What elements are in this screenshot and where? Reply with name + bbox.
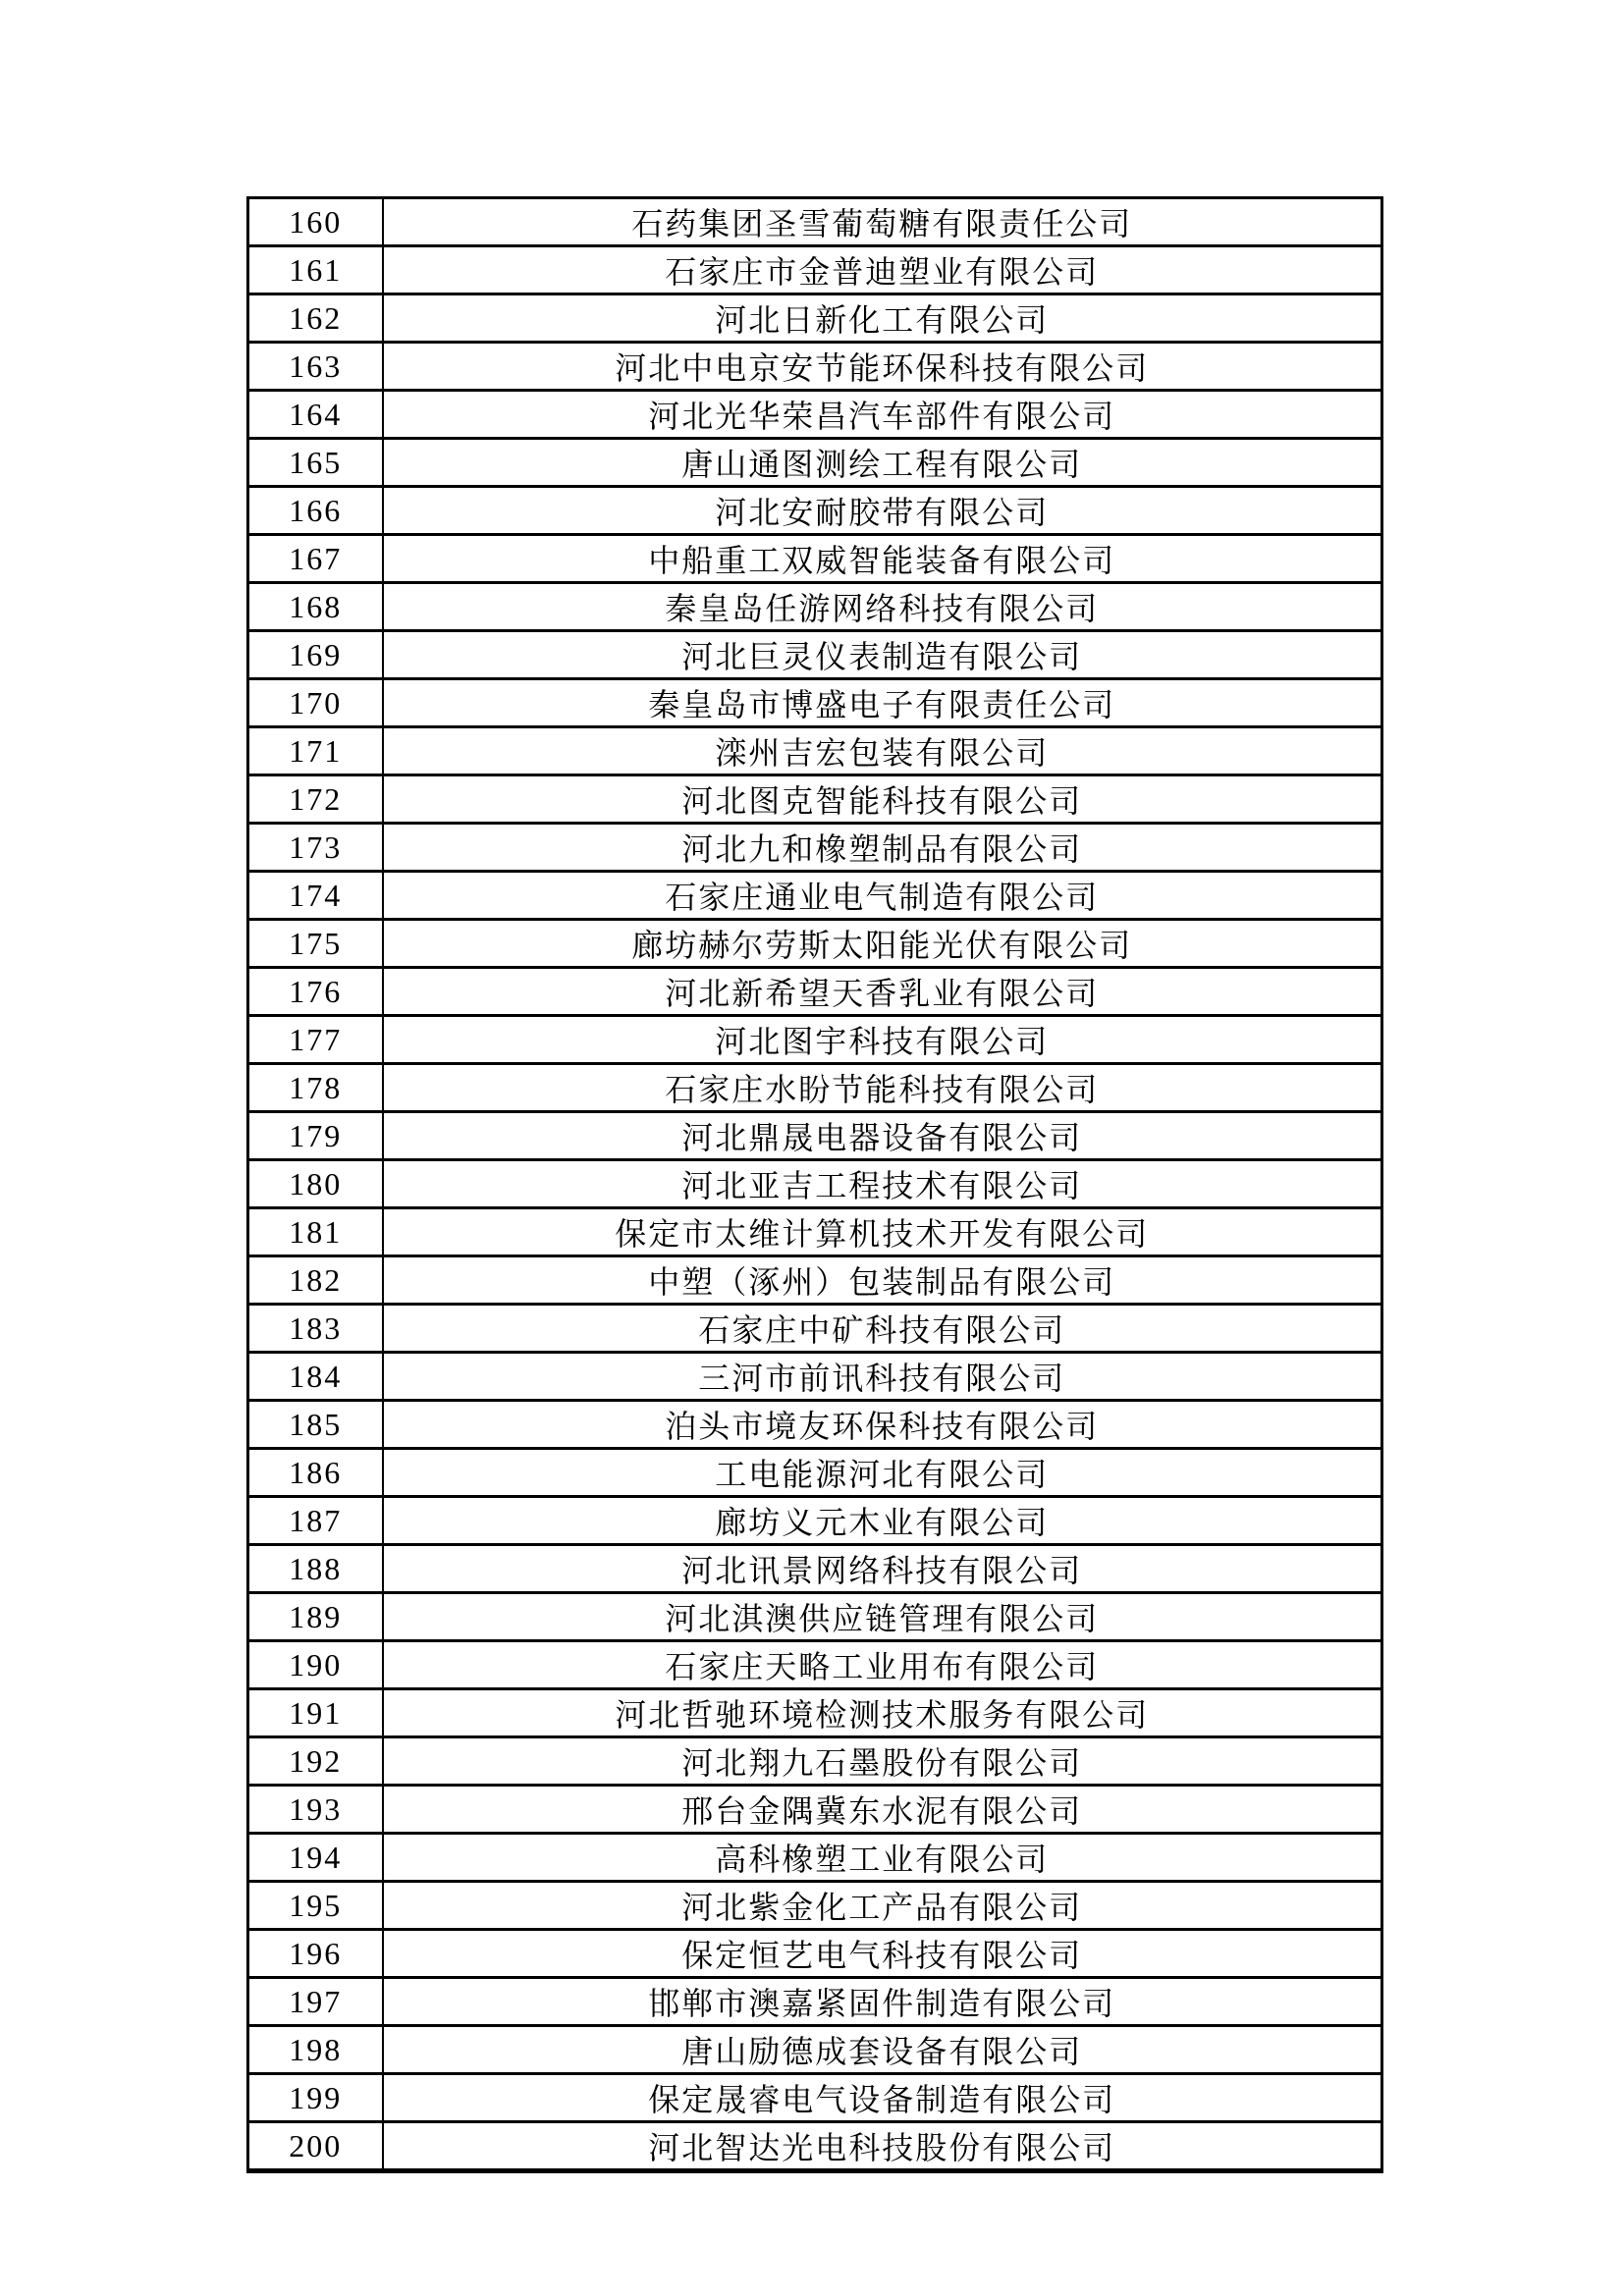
table-row bbox=[248, 775, 1382, 824]
company-name-cell: 河北新希望天香乳业有限公司 bbox=[383, 968, 1382, 1016]
company-name-cell: 河北智达光电科技股份有限公司 bbox=[383, 2122, 1382, 2171]
company-name-cell: 唐山通图测绘工程有限公司 bbox=[383, 439, 1382, 487]
row-number-cell: 189 bbox=[248, 1593, 383, 1641]
row-number-cell: 175 bbox=[248, 920, 383, 968]
row-number-cell: 183 bbox=[248, 1305, 383, 1353]
company-name-cell: 邯郸市澳嘉紧固件制造有限公司 bbox=[383, 1978, 1382, 2026]
company-name-cell: 三河市前讯科技有限公司 bbox=[383, 1353, 1382, 1401]
row-number-cell: 184 bbox=[248, 1353, 383, 1401]
table-row bbox=[248, 391, 1382, 439]
table-row bbox=[248, 1978, 1382, 2026]
company-name-cell: 廊坊赫尔劳斯太阳能光伏有限公司 bbox=[383, 920, 1382, 968]
company-name-cell: 石家庄水盼节能科技有限公司 bbox=[383, 1064, 1382, 1112]
company-name-cell: 石家庄市金普迪塑业有限公司 bbox=[383, 246, 1382, 294]
table-row bbox=[248, 1497, 1382, 1545]
company-name-cell: 保定晟睿电气设备制造有限公司 bbox=[383, 2074, 1382, 2122]
row-number-cell: 166 bbox=[248, 487, 383, 535]
company-name-cell: 河北图克智能科技有限公司 bbox=[383, 775, 1382, 824]
company-name-cell: 廊坊义元木业有限公司 bbox=[383, 1497, 1382, 1545]
company-name-cell: 石家庄通业电气制造有限公司 bbox=[383, 872, 1382, 920]
row-number-cell: 179 bbox=[248, 1112, 383, 1160]
table-row bbox=[248, 1401, 1382, 1449]
row-number-cell: 170 bbox=[248, 679, 383, 727]
row-number-cell: 194 bbox=[248, 1834, 383, 1882]
row-number-cell: 164 bbox=[248, 391, 383, 439]
company-name-cell: 河北翔九石墨股份有限公司 bbox=[383, 1737, 1382, 1786]
row-number-cell: 173 bbox=[248, 824, 383, 872]
company-table-body bbox=[248, 198, 1382, 2171]
company-name-cell: 邢台金隅冀东水泥有限公司 bbox=[383, 1786, 1382, 1834]
table-row bbox=[248, 824, 1382, 872]
company-name-cell: 河北紫金化工产品有限公司 bbox=[383, 1882, 1382, 1930]
row-number-cell: 188 bbox=[248, 1545, 383, 1593]
table-row bbox=[248, 727, 1382, 775]
table-row bbox=[248, 1256, 1382, 1305]
table-row bbox=[248, 2074, 1382, 2122]
row-number-cell: 186 bbox=[248, 1449, 383, 1497]
row-number-cell: 191 bbox=[248, 1689, 383, 1737]
company-name-cell: 工电能源河北有限公司 bbox=[383, 1449, 1382, 1497]
company-name-cell: 滦州吉宏包装有限公司 bbox=[383, 727, 1382, 775]
table-row bbox=[248, 920, 1382, 968]
row-number-cell: 174 bbox=[248, 872, 383, 920]
table-row bbox=[248, 2026, 1382, 2074]
table-row bbox=[248, 1353, 1382, 1401]
table-row bbox=[248, 1449, 1382, 1497]
row-number-cell: 161 bbox=[248, 246, 383, 294]
company-name-cell: 保定市太维计算机技术开发有限公司 bbox=[383, 1208, 1382, 1256]
company-name-cell: 河北鼎晟电器设备有限公司 bbox=[383, 1112, 1382, 1160]
table-row bbox=[248, 1641, 1382, 1689]
company-name-cell: 河北讯景网络科技有限公司 bbox=[383, 1545, 1382, 1593]
table-row bbox=[248, 439, 1382, 487]
company-name-cell: 秦皇岛市博盛电子有限责任公司 bbox=[383, 679, 1382, 727]
table-row bbox=[248, 1545, 1382, 1593]
row-number-cell: 192 bbox=[248, 1737, 383, 1786]
table-row bbox=[248, 679, 1382, 727]
table-row bbox=[248, 1882, 1382, 1930]
company-name-cell: 石家庄天略工业用布有限公司 bbox=[383, 1641, 1382, 1689]
table-row bbox=[248, 1786, 1382, 1834]
table-row bbox=[248, 343, 1382, 391]
row-number-cell: 196 bbox=[248, 1930, 383, 1978]
company-name-cell: 河北安耐胶带有限公司 bbox=[383, 487, 1382, 535]
company-name-cell: 秦皇岛任游网络科技有限公司 bbox=[383, 583, 1382, 631]
row-number-cell: 180 bbox=[248, 1160, 383, 1208]
table-row bbox=[248, 1834, 1382, 1882]
row-number-cell: 182 bbox=[248, 1256, 383, 1305]
table-row bbox=[248, 1064, 1382, 1112]
company-name-cell: 河北中电京安节能环保科技有限公司 bbox=[383, 343, 1382, 391]
company-name-cell: 河北哲驰环境检测技术服务有限公司 bbox=[383, 1689, 1382, 1737]
company-name-cell: 石家庄中矿科技有限公司 bbox=[383, 1305, 1382, 1353]
row-number-cell: 198 bbox=[248, 2026, 383, 2074]
table-row bbox=[248, 1016, 1382, 1064]
row-number-cell: 172 bbox=[248, 775, 383, 824]
row-number-cell: 168 bbox=[248, 583, 383, 631]
company-table bbox=[246, 196, 1383, 2173]
row-number-cell: 162 bbox=[248, 294, 383, 343]
table-row bbox=[248, 1593, 1382, 1641]
company-name-cell: 中塑（涿州）包装制品有限公司 bbox=[383, 1256, 1382, 1305]
company-name-cell: 唐山励德成套设备有限公司 bbox=[383, 2026, 1382, 2074]
row-number-cell: 187 bbox=[248, 1497, 383, 1545]
table-row bbox=[248, 1930, 1382, 1978]
table-row bbox=[248, 198, 1382, 246]
company-name-cell: 河北图宇科技有限公司 bbox=[383, 1016, 1382, 1064]
table-row bbox=[248, 1208, 1382, 1256]
row-number-cell: 171 bbox=[248, 727, 383, 775]
row-number-cell: 199 bbox=[248, 2074, 383, 2122]
row-number-cell: 178 bbox=[248, 1064, 383, 1112]
table-row bbox=[248, 1112, 1382, 1160]
table-row bbox=[248, 968, 1382, 1016]
row-number-cell: 163 bbox=[248, 343, 383, 391]
table-row bbox=[248, 2122, 1382, 2171]
company-name-cell: 河北淇澳供应链管理有限公司 bbox=[383, 1593, 1382, 1641]
row-number-cell: 200 bbox=[248, 2122, 383, 2171]
company-name-cell: 石药集团圣雪葡萄糖有限责任公司 bbox=[383, 198, 1382, 246]
company-name-cell: 高科橡塑工业有限公司 bbox=[383, 1834, 1382, 1882]
table-row bbox=[248, 1737, 1382, 1786]
table-row bbox=[248, 535, 1382, 583]
row-number-cell: 169 bbox=[248, 631, 383, 679]
row-number-cell: 160 bbox=[248, 198, 383, 246]
company-name-cell: 河北亚吉工程技术有限公司 bbox=[383, 1160, 1382, 1208]
row-number-cell: 197 bbox=[248, 1978, 383, 2026]
table-row bbox=[248, 1160, 1382, 1208]
company-name-cell: 河北巨灵仪表制造有限公司 bbox=[383, 631, 1382, 679]
company-name-cell: 河北日新化工有限公司 bbox=[383, 294, 1382, 343]
row-number-cell: 181 bbox=[248, 1208, 383, 1256]
row-number-cell: 195 bbox=[248, 1882, 383, 1930]
row-number-cell: 177 bbox=[248, 1016, 383, 1064]
table-row bbox=[248, 872, 1382, 920]
table-row bbox=[248, 294, 1382, 343]
row-number-cell: 185 bbox=[248, 1401, 383, 1449]
company-name-cell: 河北光华荣昌汽车部件有限公司 bbox=[383, 391, 1382, 439]
row-number-cell: 165 bbox=[248, 439, 383, 487]
company-name-cell: 保定恒艺电气科技有限公司 bbox=[383, 1930, 1382, 1978]
table-row bbox=[248, 1305, 1382, 1353]
row-number-cell: 176 bbox=[248, 968, 383, 1016]
company-name-cell: 河北九和橡塑制品有限公司 bbox=[383, 824, 1382, 872]
row-number-cell: 193 bbox=[248, 1786, 383, 1834]
table-row bbox=[248, 631, 1382, 679]
table-row bbox=[248, 583, 1382, 631]
company-name-cell: 泊头市境友环保科技有限公司 bbox=[383, 1401, 1382, 1449]
row-number-cell: 190 bbox=[248, 1641, 383, 1689]
table-row bbox=[248, 487, 1382, 535]
table-row bbox=[248, 246, 1382, 294]
table-row bbox=[248, 1689, 1382, 1737]
row-number-cell: 167 bbox=[248, 535, 383, 583]
company-name-cell: 中船重工双威智能装备有限公司 bbox=[383, 535, 1382, 583]
